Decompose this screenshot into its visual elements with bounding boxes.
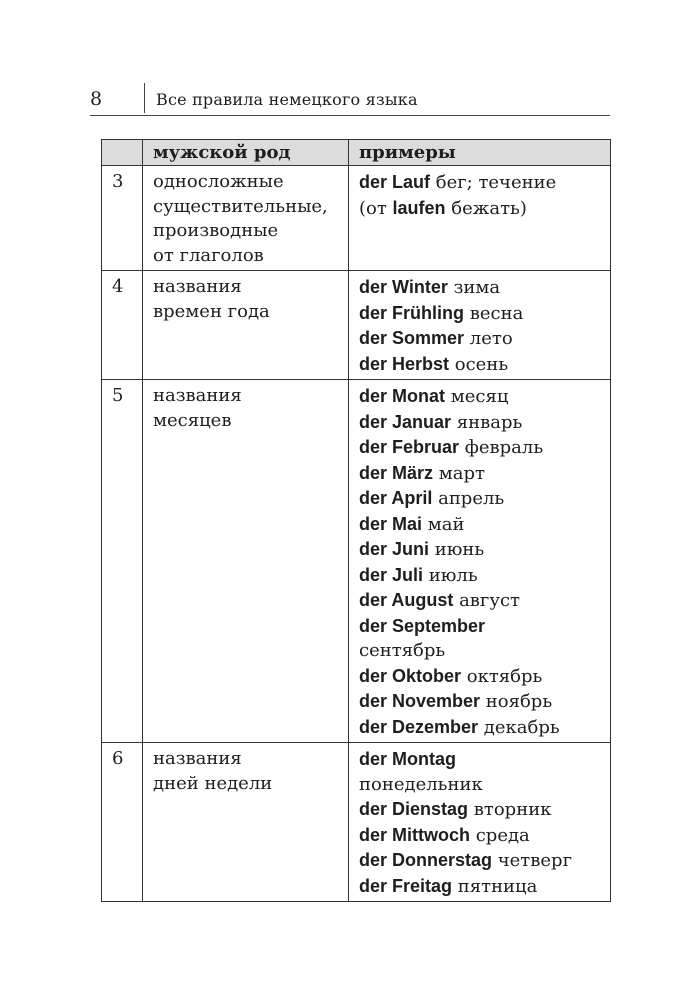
header-rule <box>90 115 610 116</box>
table-body <box>102 166 611 902</box>
german-word: der Lauf <box>359 172 431 192</box>
example-line <box>359 773 600 798</box>
german-word: der Oktober <box>359 665 462 686</box>
example-line <box>359 715 600 741</box>
german-word: der Mittwoch <box>359 824 470 845</box>
category-line: существительные, <box>153 195 328 217</box>
row-number: 5 <box>102 380 143 743</box>
row-number: 3 <box>102 166 143 271</box>
russian-translation: бег; течение <box>430 172 557 193</box>
category-cell <box>143 271 349 380</box>
example-line <box>359 435 600 461</box>
german-word: der Sommer <box>359 328 465 348</box>
german-word: der April <box>359 488 433 508</box>
german-word: der Donnerstag <box>359 850 493 870</box>
german-word: der Mai <box>359 513 423 534</box>
german-word: der Monat <box>359 386 446 406</box>
russian-translation: пятница <box>452 875 538 897</box>
category-line: односложные <box>153 171 284 192</box>
example-line <box>359 301 600 327</box>
example-line <box>359 537 600 563</box>
category-cell <box>143 166 349 271</box>
category-line: от глаголов <box>153 244 264 266</box>
example-line <box>359 352 600 378</box>
example-line <box>359 614 600 640</box>
category-line: месяцев <box>153 409 232 431</box>
german-word: der Januar <box>359 411 452 432</box>
example-line <box>359 170 600 196</box>
example-line <box>359 512 600 538</box>
header-cell-examples: примеры <box>349 140 611 166</box>
example-line <box>359 461 600 487</box>
russian-translation: лето <box>464 328 513 349</box>
example-line <box>359 874 600 900</box>
german-word: der Juni <box>359 539 430 559</box>
russian-translation: апрель <box>432 488 505 509</box>
category-line: названия <box>153 276 242 297</box>
header-cell-number <box>102 140 143 166</box>
example-line <box>359 486 600 512</box>
header-divider-vertical <box>144 83 145 113</box>
row-number: 4 <box>102 271 143 380</box>
examples-cell <box>349 271 611 380</box>
german-word: der Juli <box>359 564 424 585</box>
example-line <box>359 196 600 222</box>
german-word: laufen <box>392 197 446 218</box>
category-line: времен года <box>153 300 270 322</box>
russian-translation: ноябрь <box>480 691 553 712</box>
russian-translation: осень <box>449 353 509 375</box>
german-word: der Dienstag <box>359 799 469 819</box>
example-line <box>359 326 600 352</box>
grammar-table <box>101 139 611 902</box>
german-word: der Montag <box>359 749 456 769</box>
example-line <box>359 797 600 823</box>
german-word: der Winter <box>359 277 448 297</box>
category-line: производные <box>153 220 279 241</box>
table-row <box>102 380 611 743</box>
russian-translation: февраль <box>459 437 544 458</box>
russian-translation: бежать) <box>445 197 527 219</box>
table-header-row <box>102 140 611 166</box>
russian-translation: четверг <box>492 850 573 871</box>
page-number: 8 <box>90 88 103 110</box>
russian-translation: январь <box>451 411 523 433</box>
example-line <box>359 823 600 849</box>
example-line <box>359 384 600 410</box>
russian-translation: зима <box>447 277 501 298</box>
example-line <box>359 588 600 614</box>
russian-translation: месяц <box>445 386 509 407</box>
russian-translation: май <box>422 513 465 535</box>
russian-translation: весна <box>464 302 524 324</box>
category-cell <box>143 380 349 743</box>
russian-translation: июнь <box>429 539 485 560</box>
category-cell <box>143 743 349 902</box>
example-line <box>359 848 600 874</box>
russian-translation: август <box>453 590 520 611</box>
row-number: 6 <box>102 743 143 902</box>
table-row <box>102 743 611 902</box>
example-line <box>359 747 600 773</box>
category-line: дней недели <box>153 772 273 794</box>
table-row <box>102 271 611 380</box>
german-word: der November <box>359 691 481 711</box>
russian-translation: вторник <box>468 799 552 820</box>
german-word: der Februar <box>359 437 460 457</box>
german-word: der September <box>359 615 486 636</box>
category-line: названия <box>153 385 242 406</box>
german-word: der August <box>359 590 454 610</box>
russian-translation: понедельник <box>359 773 483 795</box>
examples-cell <box>349 743 611 902</box>
german-word: der Dezember <box>359 716 479 737</box>
example-line <box>359 275 600 301</box>
example-line <box>359 639 600 664</box>
example-line <box>359 410 600 436</box>
table-row <box>102 166 611 271</box>
example-line <box>359 664 600 690</box>
russian-translation: декабрь <box>478 716 560 738</box>
book-title: Все правила немецкого языка <box>156 90 418 109</box>
examples-cell <box>349 380 611 743</box>
russian-translation: октябрь <box>461 665 543 687</box>
russian-translation: среда <box>470 824 530 846</box>
examples-cell <box>349 166 611 271</box>
category-line: названия <box>153 748 242 769</box>
page-header <box>90 85 610 117</box>
russian-translation: март <box>433 462 485 484</box>
german-word: der Herbst <box>359 353 450 374</box>
german-word: der März <box>359 462 434 483</box>
russian-translation: (от <box>359 197 393 219</box>
example-line <box>359 563 600 589</box>
russian-translation: сентябрь <box>359 640 446 661</box>
header-cell-category: мужской род <box>143 140 349 166</box>
russian-translation: июль <box>423 564 478 586</box>
german-word: der Frühling <box>359 302 464 323</box>
example-line <box>359 689 600 715</box>
german-word: der Freitag <box>359 875 453 896</box>
